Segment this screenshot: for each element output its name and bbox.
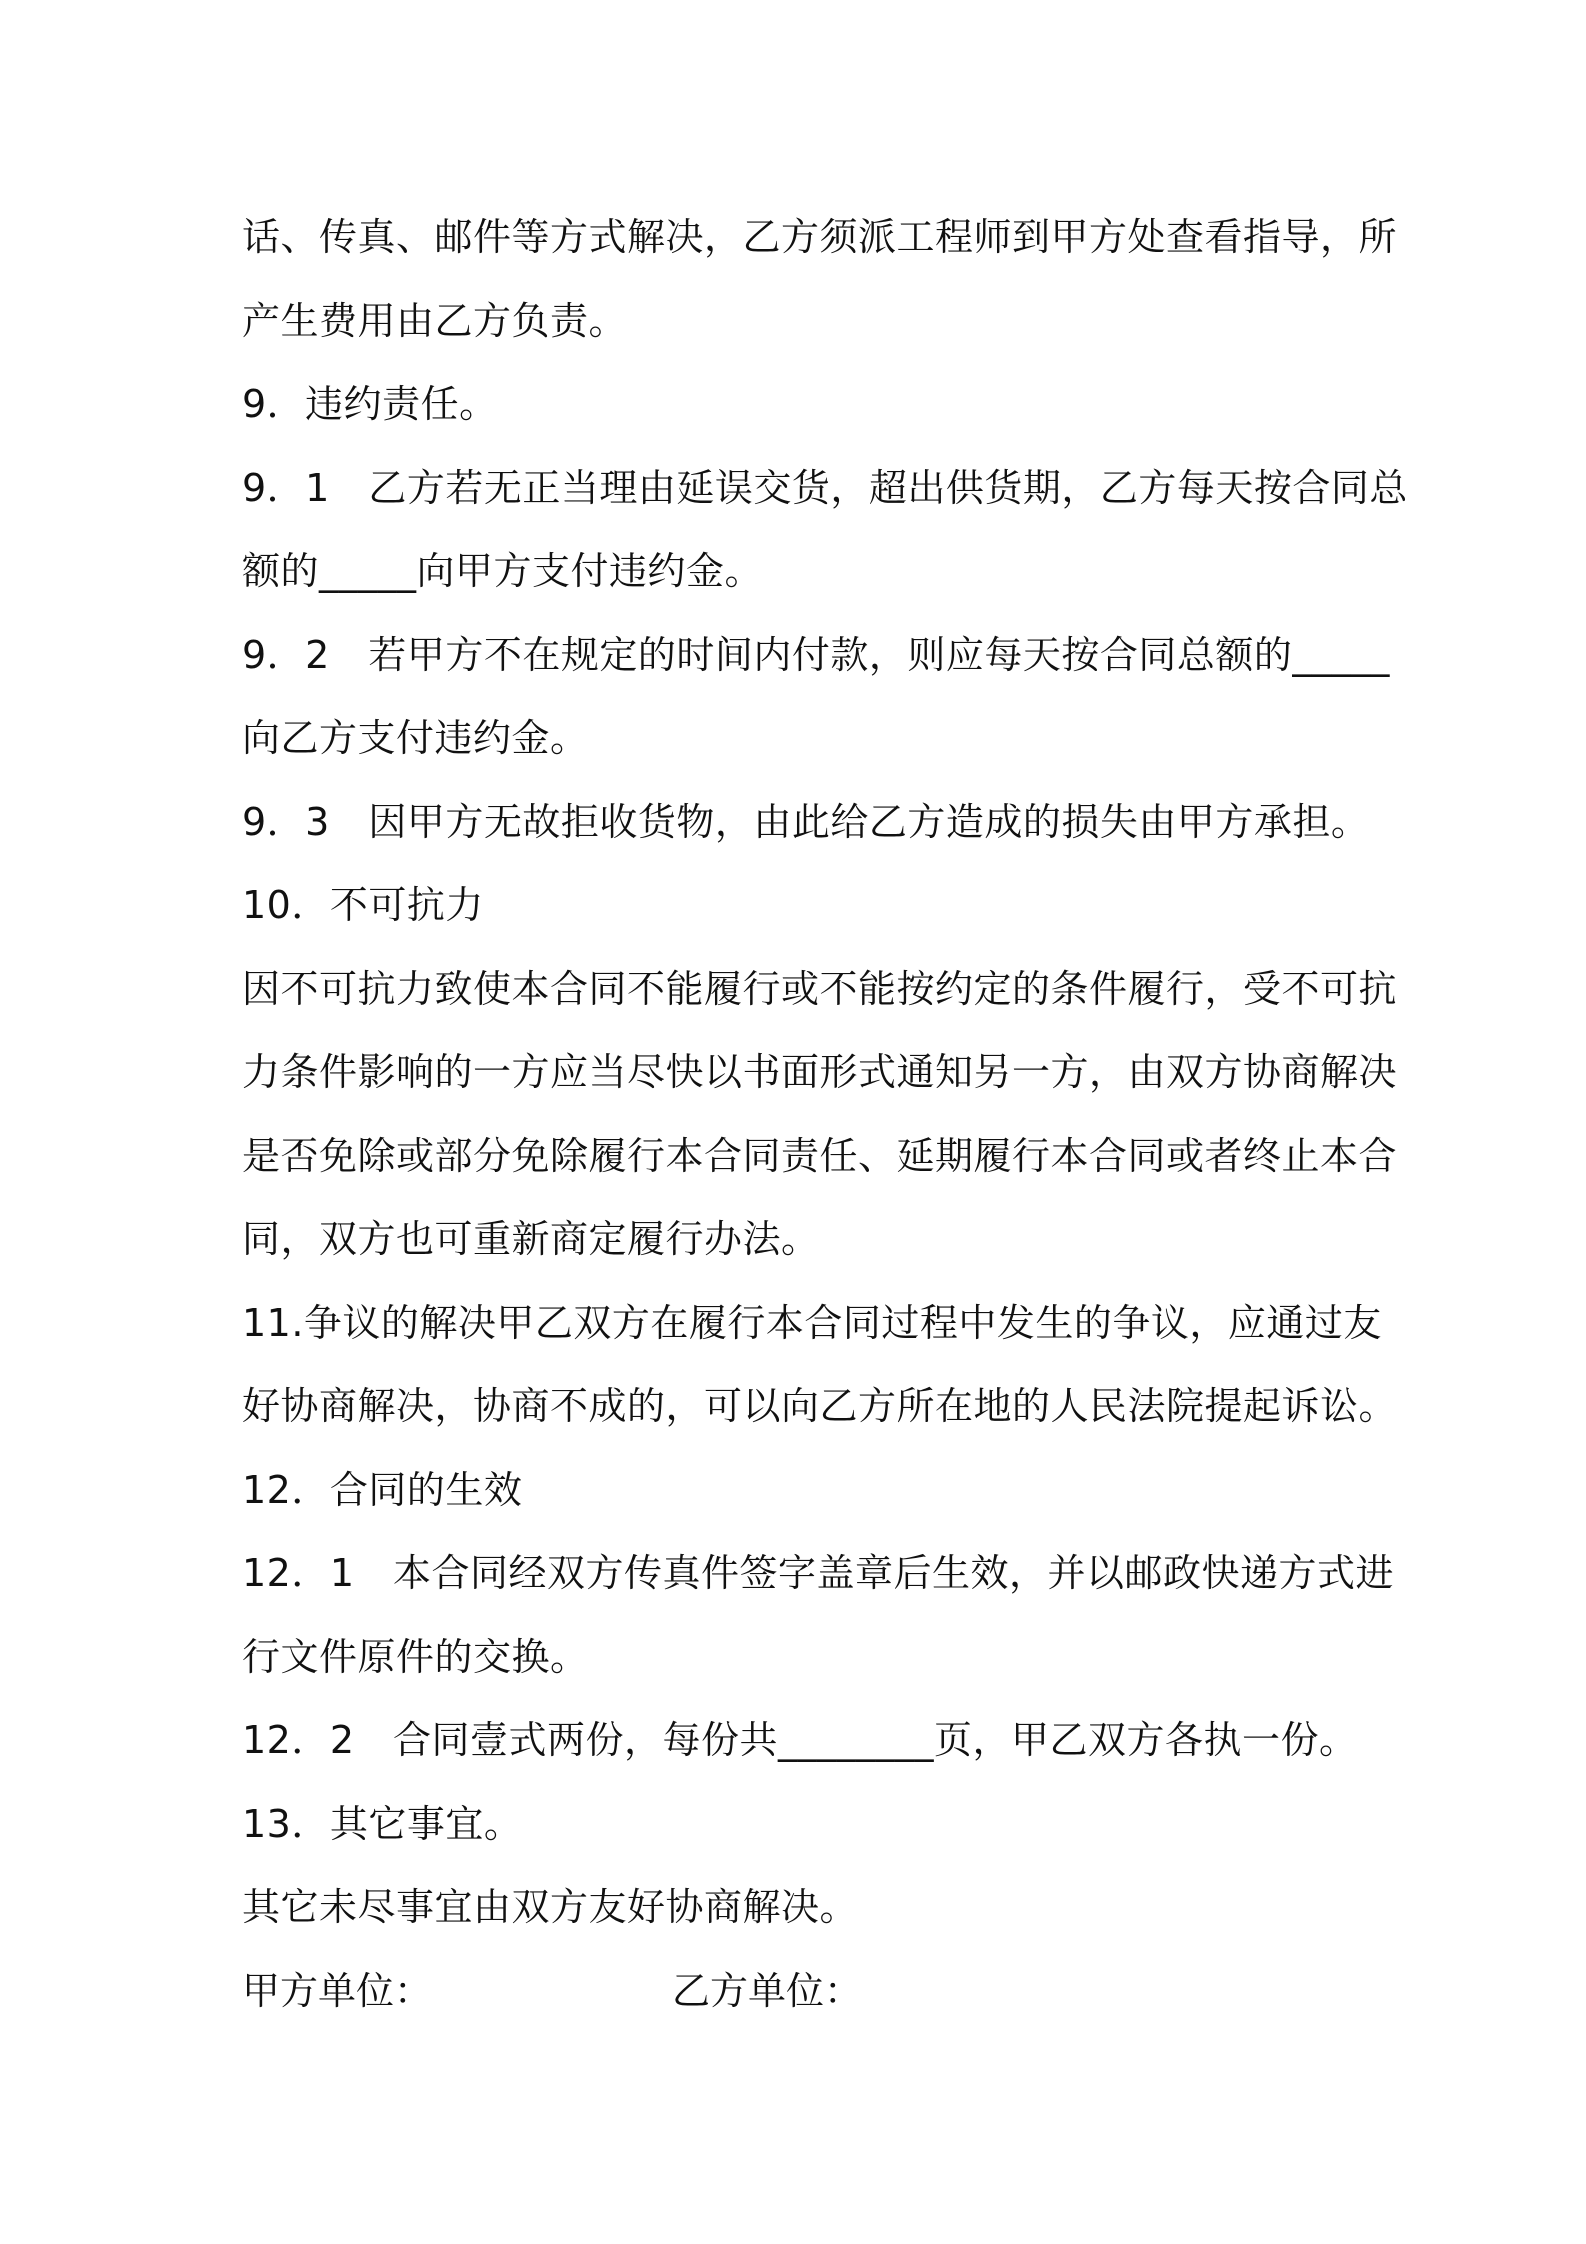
text-line: 因不可抗力致使本合同不能履行或不能按约定的条件履行，受不可抗 <box>242 966 1398 1011</box>
text-line: 同，双方也可重新商定履行办法。 <box>242 1217 820 1261</box>
text-line: 9．3 因甲方无故拒收货物，由此给乙方造成的损失由甲方承担。 <box>242 799 1370 844</box>
text-line: 好协商解决，协商不成的，可以向乙方所在地的人民法院提起诉讼。 <box>242 1384 1398 1428</box>
text-line: 力条件影响的一方应当尽快以书面形式通知另一方，由双方协商解决 <box>242 1050 1398 1094</box>
text-line: 额的_____向甲方支付违约金。 <box>242 549 764 593</box>
text-line: 12．1 本合同经双方传真件签字盖章后生效，并以邮政快递方式进 <box>242 1551 1395 1595</box>
text-line: 12．合同的生效 <box>242 1467 523 1512</box>
text-line: 12．2 合同壹式两份，每份共________页，甲乙双方各执一份。 <box>242 1718 1358 1762</box>
party-b-label: 乙方单位： <box>672 1968 863 2013</box>
text-line: 11.争议的解决甲乙双方在履行本合同过程中发生的争议，应通过友 <box>242 1300 1382 1345</box>
text-line: 9．违约责任。 <box>242 382 498 426</box>
party-a-label: 甲方单位： <box>242 1968 433 2013</box>
document-body <box>242 196 1408 2033</box>
text-line: 13．其它事宜。 <box>242 1801 523 1846</box>
signature-row <box>242 1950 1352 2034</box>
text-line: 话、传真、邮件等方式解决，乙方须派工程师到甲方处查看指导，所 <box>242 215 1398 259</box>
text-line: 9．1 乙方若无正当理由延误交货，超出供货期，乙方每天按合同总 <box>242 465 1408 510</box>
text-line: 其它未尽事宜由双方友好协商解决。 <box>242 1885 859 1929</box>
text-line: 10．不可抗力 <box>242 883 484 927</box>
text-line: 行文件原件的交换。 <box>242 1634 589 1679</box>
text-line: 9．2 若甲方不在规定的时间内付款，则应每天按合同总额的_____ <box>242 632 1390 677</box>
text-line: 向乙方支付违约金。 <box>242 716 589 760</box>
text-line: 是否免除或部分免除履行本合同责任、延期履行本合同或者终止本合 <box>242 1133 1398 1178</box>
contract-text <box>242 196 1408 1950</box>
text-line: 产生费用由乙方负责。 <box>242 298 628 343</box>
